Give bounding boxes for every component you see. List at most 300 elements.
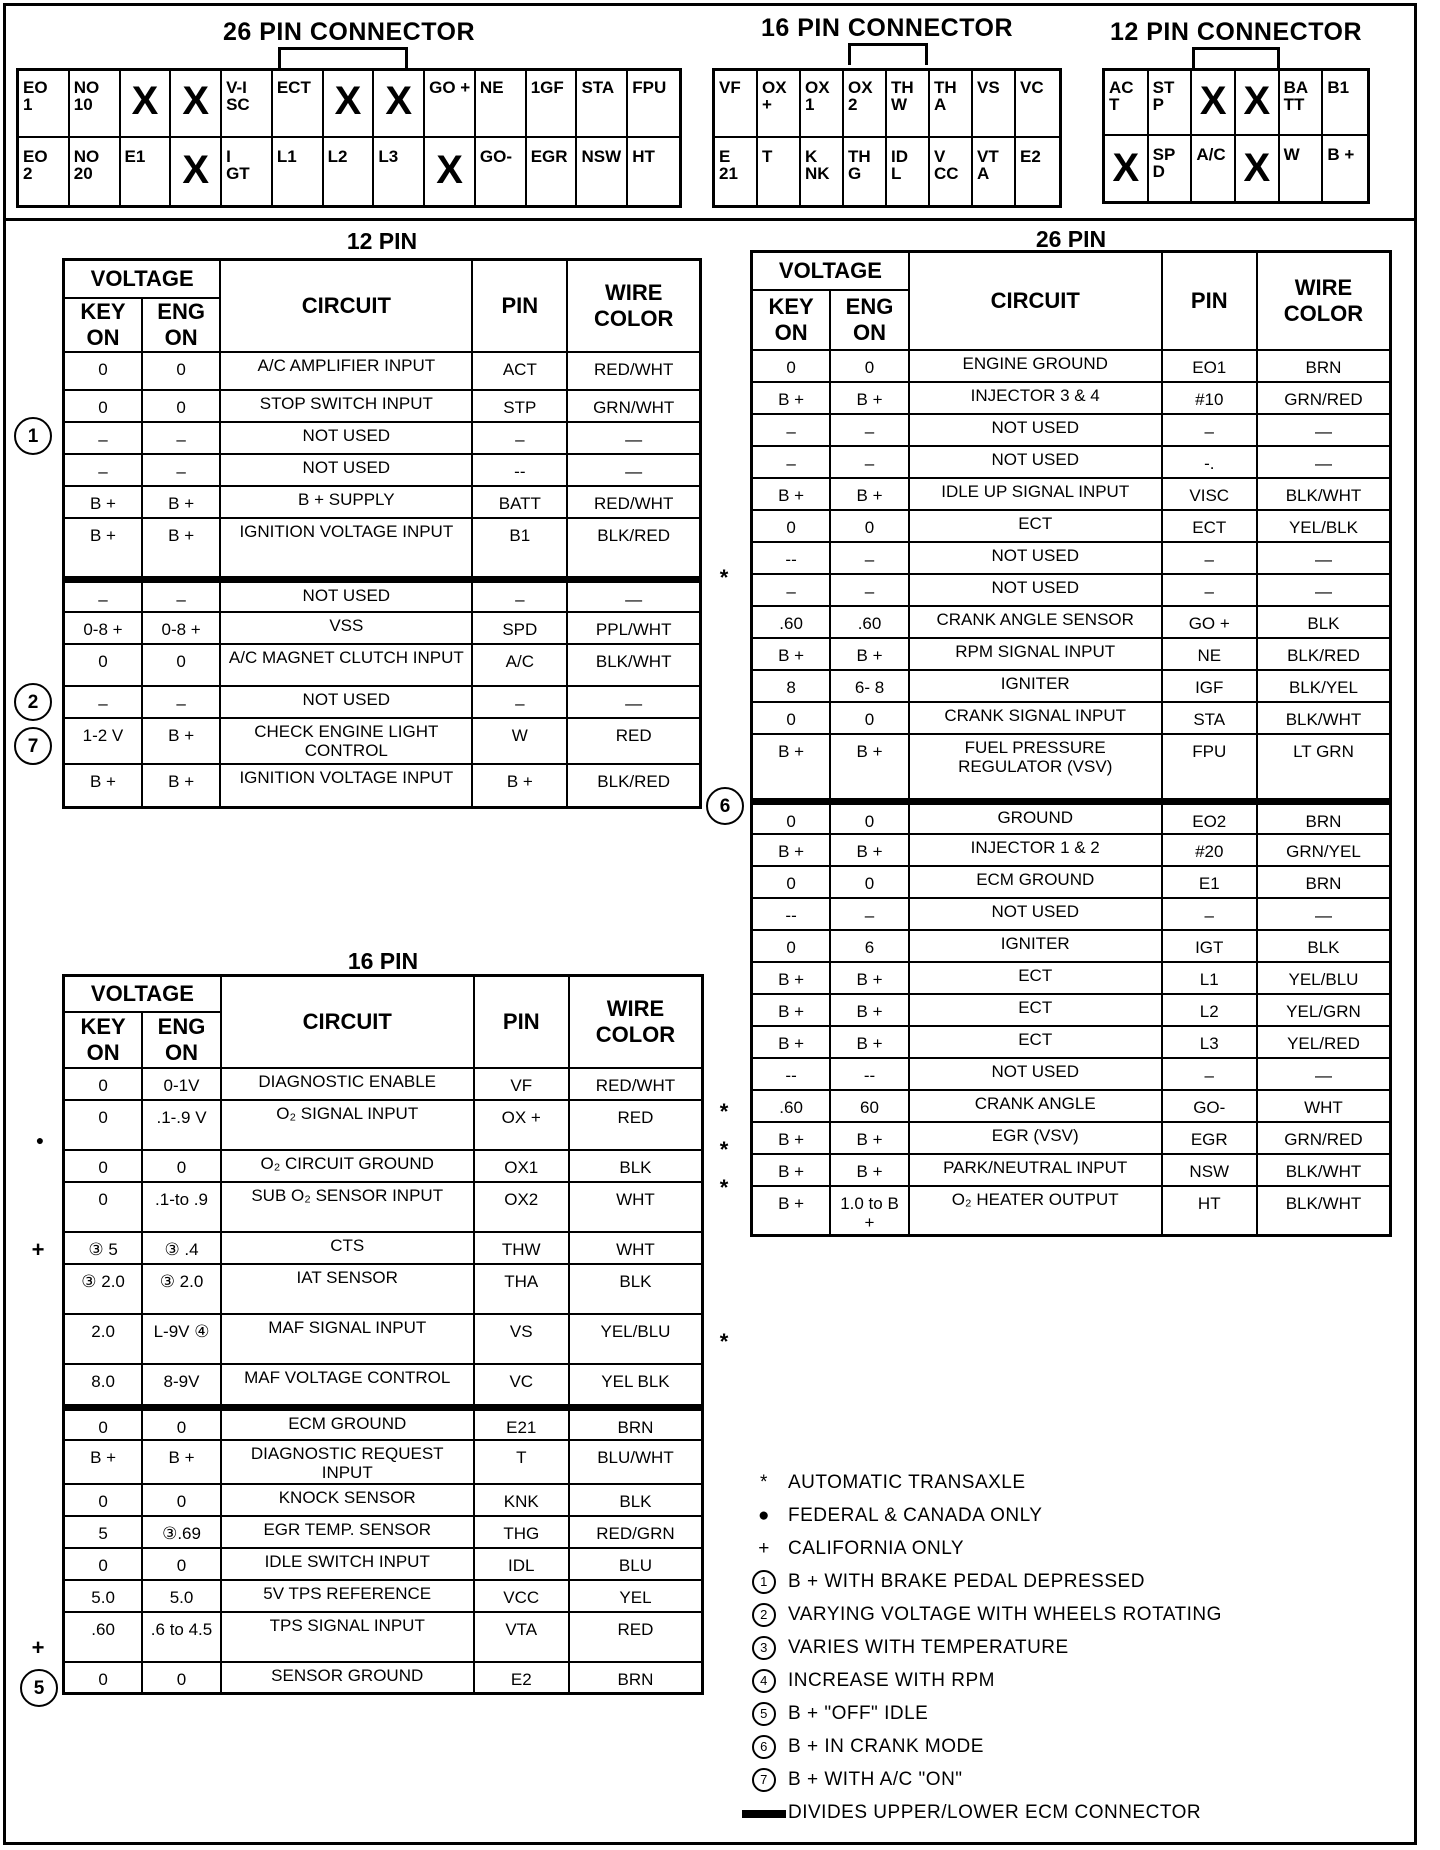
connector-pin: TH G <box>844 138 887 205</box>
marker-star: * <box>719 565 729 590</box>
marker-plus: + <box>31 1237 45 1262</box>
cell-pin: ACT <box>472 352 567 390</box>
cell-circuit: O₂ HEATER OUTPUT <box>909 1186 1162 1236</box>
table-row <box>64 1068 703 1100</box>
cell-pin: NE <box>1162 638 1257 670</box>
legend-item <box>740 1763 1400 1796</box>
table-title-12-pin: 12 PIN <box>346 228 418 254</box>
cell-key-on: .60 <box>64 1612 143 1662</box>
cell-circuit: NOT USED <box>220 422 472 454</box>
connector-pin: L1 <box>273 138 324 205</box>
marker-note-5: 5 <box>20 1669 58 1707</box>
cell-circuit: ECT <box>909 1026 1162 1058</box>
table-row <box>752 1186 1391 1236</box>
header-circuit: CIRCUIT <box>909 252 1162 350</box>
connector-pin: GO + <box>425 71 476 138</box>
table-row <box>752 962 1391 994</box>
cell-key-on: B + <box>752 834 831 866</box>
cell-key-on: 5.0 <box>64 1580 143 1612</box>
cell-eng-on: .1-to .9 <box>142 1182 221 1232</box>
connector-pin: V CC <box>930 138 973 205</box>
circled-number-icon: 7 <box>752 1768 776 1792</box>
header-voltage: VOLTAGE <box>752 252 909 290</box>
cell-circuit: EGR TEMP. SENSOR <box>221 1516 474 1548</box>
cell-wire-color: GRN/WHT <box>567 390 700 422</box>
header-wire-color: WIRE COLOR <box>1257 252 1391 350</box>
connector-pin: OX 2 <box>844 71 887 138</box>
cell-pin: VISC <box>1162 478 1257 510</box>
table-row <box>752 1026 1391 1058</box>
cell-eng-on: ③.69 <box>142 1516 221 1548</box>
table-row <box>64 1516 703 1548</box>
cell-pin: VTA <box>474 1612 569 1662</box>
legend-text: CALIFORNIA ONLY <box>788 1537 965 1559</box>
cell-pin: T <box>474 1440 569 1484</box>
table-16-pin <box>62 974 704 1695</box>
table-row <box>64 1612 703 1662</box>
connector-pin: SP D <box>1149 136 1193 201</box>
cell-pin: EO2 <box>1162 802 1257 834</box>
table-row <box>64 518 701 580</box>
cell-circuit: IDLE SWITCH INPUT <box>221 1548 474 1580</box>
cell-circuit: CRANK SIGNAL INPUT <box>909 702 1162 734</box>
cell-pin: BATT <box>472 486 567 518</box>
connector-pin: EGR <box>527 138 578 205</box>
connector-pin-unused: X <box>425 138 476 205</box>
cell-eng-on: B + <box>142 1440 221 1484</box>
connector-pin: STA <box>577 71 628 138</box>
legend-item <box>740 1598 1400 1631</box>
cell-circuit: PARK/NEUTRAL INPUT <box>909 1154 1162 1186</box>
marker-note-7: 7 <box>14 727 52 765</box>
cell-wire-color: YEL <box>569 1580 703 1612</box>
table-row <box>752 802 1391 834</box>
cell-pin: L2 <box>1162 994 1257 1026</box>
connector-title: 12 PIN CONNECTOR <box>1109 18 1363 46</box>
cell-wire-color: — <box>1257 542 1391 574</box>
cell-circuit: IGNITION VOLTAGE INPUT <box>220 518 472 580</box>
table-row <box>64 764 701 808</box>
cell-pin: HT <box>1162 1186 1257 1236</box>
cell-eng-on: B + <box>142 518 220 580</box>
cell-key-on: – <box>64 580 142 612</box>
cell-wire-color: — <box>567 422 700 454</box>
connector-pin: NE <box>476 71 527 138</box>
cell-circuit: NOT USED <box>909 414 1162 446</box>
connector-key-notch <box>1192 47 1280 69</box>
cell-key-on: .60 <box>752 606 831 638</box>
cell-eng-on: 5.0 <box>142 1580 221 1612</box>
connector-pin: ECT <box>273 71 324 138</box>
table-row <box>64 1580 703 1612</box>
legend-item <box>740 1796 1400 1829</box>
connector-pin: W <box>1280 136 1324 201</box>
cell-eng-on: – <box>830 898 909 930</box>
table-row <box>752 1090 1391 1122</box>
header-wire-color: WIRE COLOR <box>569 976 703 1068</box>
cell-pin: #20 <box>1162 834 1257 866</box>
cell-eng-on: 0 <box>142 644 220 686</box>
cell-eng-on: 60 <box>830 1090 909 1122</box>
cell-eng-on: 0-1V <box>142 1068 221 1100</box>
cell-eng-on: ③ .4 <box>142 1232 221 1264</box>
table-row <box>752 446 1391 478</box>
legend-symbol <box>740 1669 788 1693</box>
cell-pin: – <box>1162 542 1257 574</box>
legend-item <box>740 1466 1400 1499</box>
cell-key-on: B + <box>752 1154 831 1186</box>
cell-wire-color: BLK <box>569 1264 703 1314</box>
header-row <box>752 252 1391 290</box>
circled-number-icon: 1 <box>752 1570 776 1594</box>
table-row <box>752 1058 1391 1090</box>
marker-note-6: 6 <box>706 787 744 825</box>
table-title-16-pin: 16 PIN <box>347 948 419 974</box>
cell-key-on: – <box>752 414 831 446</box>
connector-title: 16 PIN CONNECTOR <box>760 14 1014 42</box>
legend-text: VARIES WITH TEMPERATURE <box>788 1636 1069 1658</box>
connector-pin: EO 2 <box>19 138 70 205</box>
cell-eng-on: 0 <box>142 1408 221 1440</box>
cell-pin: IDL <box>474 1548 569 1580</box>
cell-wire-color: BLK <box>1257 606 1391 638</box>
cell-wire-color: — <box>1257 574 1391 606</box>
cell-eng-on: 0-8 + <box>142 612 220 644</box>
cell-pin: – <box>1162 898 1257 930</box>
cell-eng-on: – <box>142 454 220 486</box>
connector-pin-unused: X <box>374 71 425 138</box>
cell-circuit: CRANK ANGLE SENSOR <box>909 606 1162 638</box>
cell-wire-color: BLK <box>569 1150 703 1182</box>
connector-pin: VS <box>973 71 1016 138</box>
cell-key-on: 0 <box>64 1662 143 1694</box>
section-divider <box>6 218 1414 221</box>
cell-wire-color: GRN/YEL <box>1257 834 1391 866</box>
legend-symbol: * <box>760 1471 768 1493</box>
cell-eng-on: ③ 2.0 <box>142 1264 221 1314</box>
cell-eng-on: B + <box>142 764 220 808</box>
table-row <box>752 542 1391 574</box>
cell-key-on: 8.0 <box>64 1364 143 1408</box>
table-row <box>752 478 1391 510</box>
cell-key-on: B + <box>64 764 142 808</box>
cell-eng-on: – <box>142 422 220 454</box>
legend-symbol: + <box>758 1537 770 1559</box>
cell-key-on: -- <box>752 898 831 930</box>
connector-pin-unused: X <box>1105 136 1149 201</box>
cell-pin: THA <box>474 1264 569 1314</box>
connector-pin: L3 <box>374 138 425 205</box>
cell-key-on: 0 <box>752 866 831 898</box>
cell-circuit: EGR (VSV) <box>909 1122 1162 1154</box>
legend-text: B + WITH A/C "ON" <box>788 1768 963 1790</box>
table-row <box>64 1662 703 1694</box>
cell-wire-color: RED/WHT <box>569 1068 703 1100</box>
cell-eng-on: B + <box>142 718 220 764</box>
table-row <box>64 686 701 718</box>
connector-pin-unused: X <box>1236 136 1280 201</box>
legend-item <box>740 1730 1400 1763</box>
cell-eng-on: 0 <box>142 352 220 390</box>
cell-pin: THW <box>474 1232 569 1264</box>
cell-key-on: 0-8 + <box>64 612 142 644</box>
cell-key-on: B + <box>64 518 142 580</box>
cell-key-on: B + <box>64 486 142 518</box>
cell-pin: NSW <box>1162 1154 1257 1186</box>
header-circuit: CIRCUIT <box>220 260 472 352</box>
cell-pin: E2 <box>474 1662 569 1694</box>
cell-wire-color: RED <box>569 1612 703 1662</box>
connector-12-pin <box>1102 18 1370 206</box>
cell-pin: KNK <box>474 1484 569 1516</box>
cell-key-on: ③ 5 <box>64 1232 143 1264</box>
connector-pin: VF <box>715 71 758 138</box>
cell-key-on: 0 <box>64 1100 143 1150</box>
cell-circuit: KNOCK SENSOR <box>221 1484 474 1516</box>
cell-eng-on: B + <box>830 1154 909 1186</box>
cell-key-on: 0 <box>64 390 142 422</box>
header-eng-on: ENG ON <box>830 290 909 350</box>
connector-pin-grid <box>1102 68 1370 204</box>
cell-eng-on: 6- 8 <box>830 670 909 702</box>
cell-pin: B + <box>472 764 567 808</box>
cell-eng-on: 6 <box>830 930 909 962</box>
marker-note-1: 1 <box>14 417 52 455</box>
cell-key-on: -- <box>752 542 831 574</box>
cell-circuit: RPM SIGNAL INPUT <box>909 638 1162 670</box>
cell-pin: IGT <box>1162 930 1257 962</box>
cell-wire-color: — <box>567 454 700 486</box>
marker-star: * <box>719 1137 729 1162</box>
cell-pin: STP <box>472 390 567 422</box>
cell-pin: – <box>1162 1058 1257 1090</box>
legend-text: INCREASE WITH RPM <box>788 1669 995 1691</box>
cell-key-on: B + <box>752 1026 831 1058</box>
cell-eng-on: B + <box>142 486 220 518</box>
connector-pin-unused: X <box>1192 71 1236 136</box>
cell-pin: OX + <box>474 1100 569 1150</box>
cell-key-on: 0 <box>64 644 142 686</box>
table-row <box>64 1232 703 1264</box>
table-26-pin <box>750 250 1392 1237</box>
connector-pin: E1 <box>121 138 172 205</box>
cell-circuit: MAF VOLTAGE CONTROL <box>221 1364 474 1408</box>
cell-eng-on: B + <box>830 1122 909 1154</box>
cell-wire-color: BRN <box>1257 350 1391 382</box>
legend-item <box>740 1664 1400 1697</box>
cell-wire-color: BLK/WHT <box>1257 702 1391 734</box>
cell-pin: L1 <box>1162 962 1257 994</box>
cell-wire-color: BRN <box>1257 802 1391 834</box>
header-voltage: VOLTAGE <box>64 976 221 1012</box>
cell-circuit: ECT <box>909 510 1162 542</box>
cell-eng-on: – <box>142 580 220 612</box>
table-row <box>64 1100 703 1150</box>
connector-pin: T <box>758 138 801 205</box>
connector-pin-unused: X <box>171 71 222 138</box>
table-row <box>752 1154 1391 1186</box>
cell-circuit: NOT USED <box>909 1058 1162 1090</box>
table-row <box>752 834 1391 866</box>
table-row <box>752 734 1391 802</box>
legend-text: B + "OFF" IDLE <box>788 1702 929 1724</box>
connector-pin: E2 <box>1020 147 1041 166</box>
table-row <box>752 1122 1391 1154</box>
cell-wire-color: YEL/GRN <box>1257 994 1391 1026</box>
cell-circuit: NOT USED <box>220 454 472 486</box>
table-row <box>64 422 701 454</box>
legend-symbol <box>740 1636 788 1660</box>
cell-key-on: B + <box>752 994 831 1026</box>
cell-wire-color: YEL/BLU <box>569 1314 703 1364</box>
marker-star: * <box>719 1175 729 1200</box>
cell-circuit: CTS <box>221 1232 474 1264</box>
marker-star: * <box>719 1099 729 1124</box>
connector-key-notch <box>278 47 408 69</box>
cell-wire-color: LT GRN <box>1257 734 1391 802</box>
connector-pin: ST P <box>1149 71 1193 136</box>
table-row <box>752 382 1391 414</box>
cell-eng-on: – <box>142 686 220 718</box>
connector-pin: A/C <box>1192 136 1236 201</box>
cell-circuit: NOT USED <box>909 574 1162 606</box>
cell-key-on: 0 <box>64 1068 143 1100</box>
table-row <box>752 510 1391 542</box>
cell-wire-color: — <box>567 686 700 718</box>
cell-circuit: FUEL PRESSURE REGULATOR (VSV) <box>909 734 1162 802</box>
cell-circuit: IGNITION VOLTAGE INPUT <box>220 764 472 808</box>
cell-circuit: O₂ CIRCUIT GROUND <box>221 1150 474 1182</box>
cell-wire-color: YEL/RED <box>1257 1026 1391 1058</box>
cell-eng-on: 0 <box>830 802 909 834</box>
circled-number-icon: 6 <box>752 1735 776 1759</box>
cell-key-on: 2.0 <box>64 1314 143 1364</box>
connector-pin: NO 10 <box>70 71 121 138</box>
cell-circuit: 5V TPS REFERENCE <box>221 1580 474 1612</box>
cell-circuit: INJECTOR 1 & 2 <box>909 834 1162 866</box>
cell-pin: VCC <box>474 1580 569 1612</box>
cell-circuit: NOT USED <box>909 542 1162 574</box>
table-row <box>64 352 701 390</box>
cell-pin: OX2 <box>474 1182 569 1232</box>
circled-number-icon: 4 <box>752 1669 776 1693</box>
connector-pin: 1GF <box>527 71 578 138</box>
cell-wire-color: BLK/WHT <box>1257 1154 1391 1186</box>
cell-pin: SPD <box>472 612 567 644</box>
connector-pin: ID L <box>887 138 930 205</box>
cell-eng-on: – <box>830 414 909 446</box>
cell-key-on: 0 <box>752 802 831 834</box>
table-row <box>64 1364 703 1408</box>
cell-wire-color: RED <box>569 1100 703 1150</box>
cell-pin: A/C <box>472 644 567 686</box>
cell-wire-color: — <box>1257 446 1391 478</box>
cell-key-on: B + <box>752 1122 831 1154</box>
connector-pin: V-I SC <box>222 71 273 138</box>
cell-eng-on: B + <box>830 734 909 802</box>
table-row <box>752 638 1391 670</box>
header-wire-color: WIRE COLOR <box>567 260 700 352</box>
marker-note-2: 2 <box>14 683 52 721</box>
connector-pin: FPU <box>628 71 679 138</box>
cell-circuit: TPS SIGNAL INPUT <box>221 1612 474 1662</box>
cell-circuit: A/C AMPLIFIER INPUT <box>220 352 472 390</box>
circled-number-icon: 3 <box>752 1636 776 1660</box>
cell-eng-on: 8-9V <box>142 1364 221 1408</box>
cell-wire-color: BLU <box>569 1548 703 1580</box>
legend-text: DIVIDES UPPER/LOWER ECM CONNECTOR <box>788 1801 1202 1823</box>
cell-key-on: -- <box>752 1058 831 1090</box>
cell-circuit: NOT USED <box>909 898 1162 930</box>
divider-bar-icon <box>742 1810 786 1818</box>
cell-circuit: INJECTOR 3 & 4 <box>909 382 1162 414</box>
legend-item <box>740 1532 1400 1565</box>
header-circuit: CIRCUIT <box>221 976 474 1068</box>
cell-eng-on: 0 <box>142 1548 221 1580</box>
cell-circuit: IGNITER <box>909 930 1162 962</box>
cell-key-on: 0 <box>752 702 831 734</box>
cell-key-on: B + <box>752 478 831 510</box>
cell-key-on: 0 <box>64 352 142 390</box>
cell-circuit: NOT USED <box>909 446 1162 478</box>
header-eng-on: ENG ON <box>142 1012 221 1068</box>
table-row <box>752 898 1391 930</box>
cell-pin: W <box>472 718 567 764</box>
cell-wire-color: BLK <box>1257 930 1391 962</box>
cell-key-on: 0 <box>64 1484 143 1516</box>
connector-pin: HT <box>632 147 655 166</box>
cell-circuit: STOP SWITCH INPUT <box>220 390 472 422</box>
cell-eng-on: 0 <box>830 702 909 734</box>
cell-pin: VC <box>474 1364 569 1408</box>
table-row <box>752 414 1391 446</box>
cell-wire-color: GRN/RED <box>1257 382 1391 414</box>
cell-wire-color: BLK/RED <box>1257 638 1391 670</box>
cell-circuit: ECT <box>909 994 1162 1026</box>
header-eng-on: ENG ON <box>142 298 220 352</box>
connector-pin: NO 20 <box>70 138 121 205</box>
cell-circuit: IGNITER <box>909 670 1162 702</box>
cell-eng-on: 0 <box>142 1662 221 1694</box>
cell-key-on: – <box>64 686 142 718</box>
cell-pin: THG <box>474 1516 569 1548</box>
cell-key-on: B + <box>64 1440 143 1484</box>
cell-circuit: NOT USED <box>220 686 472 718</box>
legend-text: B + IN CRANK MODE <box>788 1735 984 1757</box>
cell-circuit: IAT SENSOR <box>221 1264 474 1314</box>
connector-pin: OX 1 <box>801 71 844 138</box>
cell-wire-color: BLK/YEL <box>1257 670 1391 702</box>
cell-wire-color: WHT <box>1257 1090 1391 1122</box>
cell-pin: VS <box>474 1314 569 1364</box>
cell-wire-color: RED/GRN <box>569 1516 703 1548</box>
cell-pin: – <box>1162 414 1257 446</box>
cell-key-on: B + <box>752 734 831 802</box>
cell-circuit: ECT <box>909 962 1162 994</box>
connector-pin: EO 1 <box>19 71 70 138</box>
cell-wire-color: — <box>567 580 700 612</box>
cell-key-on: 0 <box>752 350 831 382</box>
cell-eng-on: 0 <box>142 1484 221 1516</box>
cell-key-on: 0 <box>64 1150 143 1182</box>
cell-pin: STA <box>1162 702 1257 734</box>
cell-circuit: CRANK ANGLE <box>909 1090 1162 1122</box>
cell-circuit: SUB O₂ SENSOR INPUT <box>221 1182 474 1232</box>
cell-wire-color: BLK/WHT <box>1257 1186 1391 1236</box>
connector-pin-grid <box>16 68 682 208</box>
cell-key-on: 0 <box>64 1548 143 1580</box>
cell-key-on: – <box>64 454 142 486</box>
